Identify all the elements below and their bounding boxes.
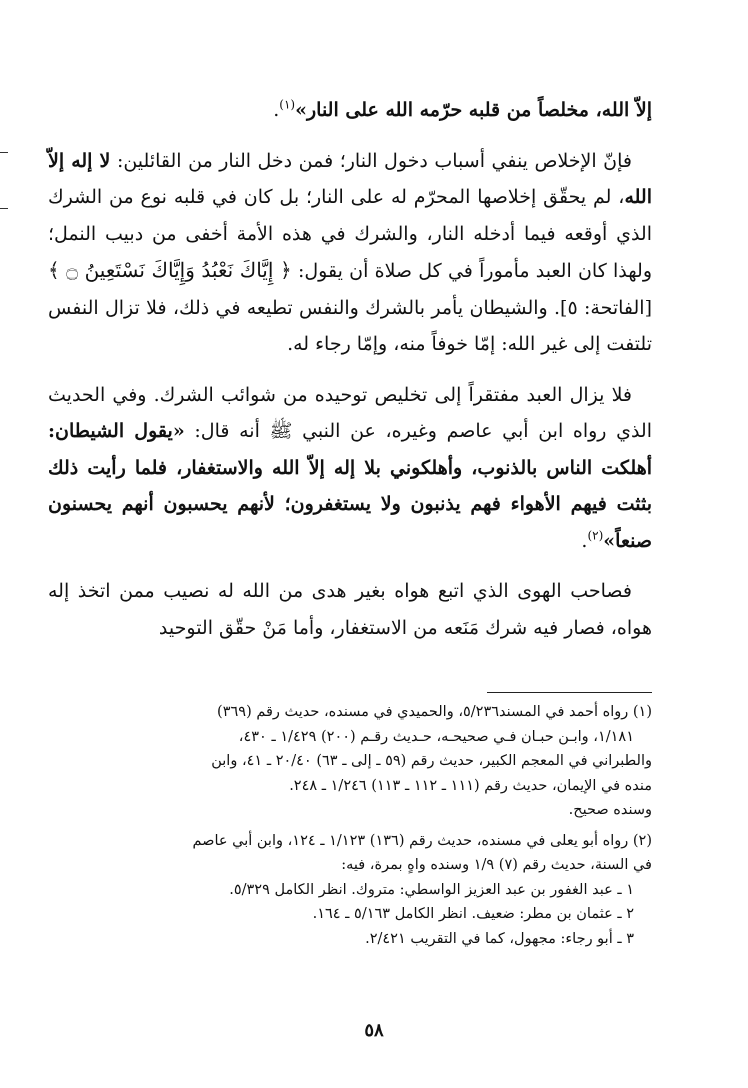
paragraph-text: فصاحب الهوى الذي اتبع هواه بغير هدى من الله له نصيب ممن اتخذ إله هواه، فصار فيه شرك مَنَعه من الاستغفار، وأما مَنْ حقّق التوحيد	[48, 580, 652, 639]
paragraph-1	[48, 92, 652, 129]
shahada-text: لا إله إلاّ الله	[48, 149, 652, 208]
paragraph-text: فلا يزال العبد مفتقراً إلى تخليص توحيده من شوائب الشرك. وفي الحديث الذي رواه ابن أبي عاصم وغيره، عن النبي ﷺ أنه قال:	[48, 383, 653, 442]
footnote-line: وسنده صحيح.	[568, 802, 652, 818]
footnote-line: (٢) رواه أبو يعلى في مسنده، حديث رقم (١٣٦) ١/١٢٣ ـ ١٢٤، وابن أبي عاصم	[192, 832, 652, 849]
punctuation: .	[581, 529, 588, 552]
footnote-line: (١) رواه أحمد في المسند٥/٢٣٦، والحميدي في مسنده، حديث رقم (٣٦٩)	[217, 704, 652, 720]
paragraph-text: فإنّ الإخلاص ينفي أسباب دخول النار؛ فمن دخل النار من القائلين:	[116, 149, 633, 172]
footnote-list-item: ٢ ـ عثمان بن مطر: ضعيف. انظر الكامل ٥/١٦٣ ـ ١٦٤.	[312, 906, 634, 922]
hadith-text: «يقول الشيطان: أهلكت الناس بالذنوب، وأهلكوني بلا إله إلاّ الله والاستغفار، فلما رأيت ذلك بثثت فيهم الأهواء فهم يذنبون ولا يستغفرون؛ لأنهم يحسبون أنهم يحسنون صنعاً»	[48, 420, 652, 552]
paragraph-text: [الفاتحة: ٥]. والشيطان يأمر بالشرك والنفس تطيعه في ذلك، فلا تزال النفس تلتفت إلى غير الله: إمّا خوفاً منه، وإمّا رجاء له.	[48, 296, 652, 355]
paragraph-text: ، لم يحقّق إخلاصها المحرّم له على النار؛ بل كان في قلبه نوع من الشرك الذي أوقعه فيما أدخله النار، والشرك في هذه الأمة أخفى من دبيب النمل؛ ولهذا كان العبد مأموراً في كل صلاة أن يقول:	[48, 186, 652, 282]
footnote-line: في السنة، حديث رقم (٧) ١/٩ وسنده واهٍ بمرة، فيه:	[341, 857, 652, 873]
paragraph-3	[48, 377, 652, 560]
footnote-line: والطبراني في المعجم الكبير، حديث رقم (٥٩ ـ إلى ـ ٦٣) ٢٠/٤٠ ـ ٤١، وابن	[211, 753, 652, 769]
quran-verse: ﴿ إِيَّاكَ نَعْبُدُ وَإِيَّاكَ نَسْتَعِينُ ۝ ﴾	[48, 258, 292, 282]
footnote-list-item: ٣ ـ أبو رجاء: مجهول، كما في التقريب ٢/٤٢١.	[365, 930, 634, 947]
footnote-line: ١/١٨١، وابـن حبـان فـي صحيحـه، حـديث رقـم (٢٠٠) ١/٤٢٩ ـ ٤٣٠،	[238, 728, 634, 745]
footnote-2	[50, 829, 652, 952]
footnote-ref-1[interactable]: (١)	[279, 97, 296, 112]
footnotes	[50, 700, 652, 957]
footnote-1	[50, 700, 652, 823]
footnote-separator	[487, 692, 652, 693]
paragraph-4	[48, 573, 652, 646]
footnote-line: منده في الإيمان، حديث رقم (١١١ ـ ١١٢ ـ ١١٣) ١/٢٤٦ ـ ٢٤٨.	[289, 777, 652, 794]
page-edge-mark	[0, 208, 8, 209]
punctuation: .	[273, 99, 280, 121]
footnote-ref-2[interactable]: (٢)	[587, 528, 604, 543]
page-edge-mark	[0, 152, 8, 153]
main-text	[48, 92, 652, 646]
hadith-text: إلاّ الله، مخلصاً من قلبه حرّمه الله على النار»	[295, 99, 652, 121]
page-number: ٥٨	[364, 1020, 384, 1041]
footnote-list-item: ١ ـ عبد الغفور بن عبد العزيز الواسطي: متروك. انظر الكامل ٥/٣٢٩.	[229, 881, 634, 898]
paragraph-2	[48, 143, 652, 363]
